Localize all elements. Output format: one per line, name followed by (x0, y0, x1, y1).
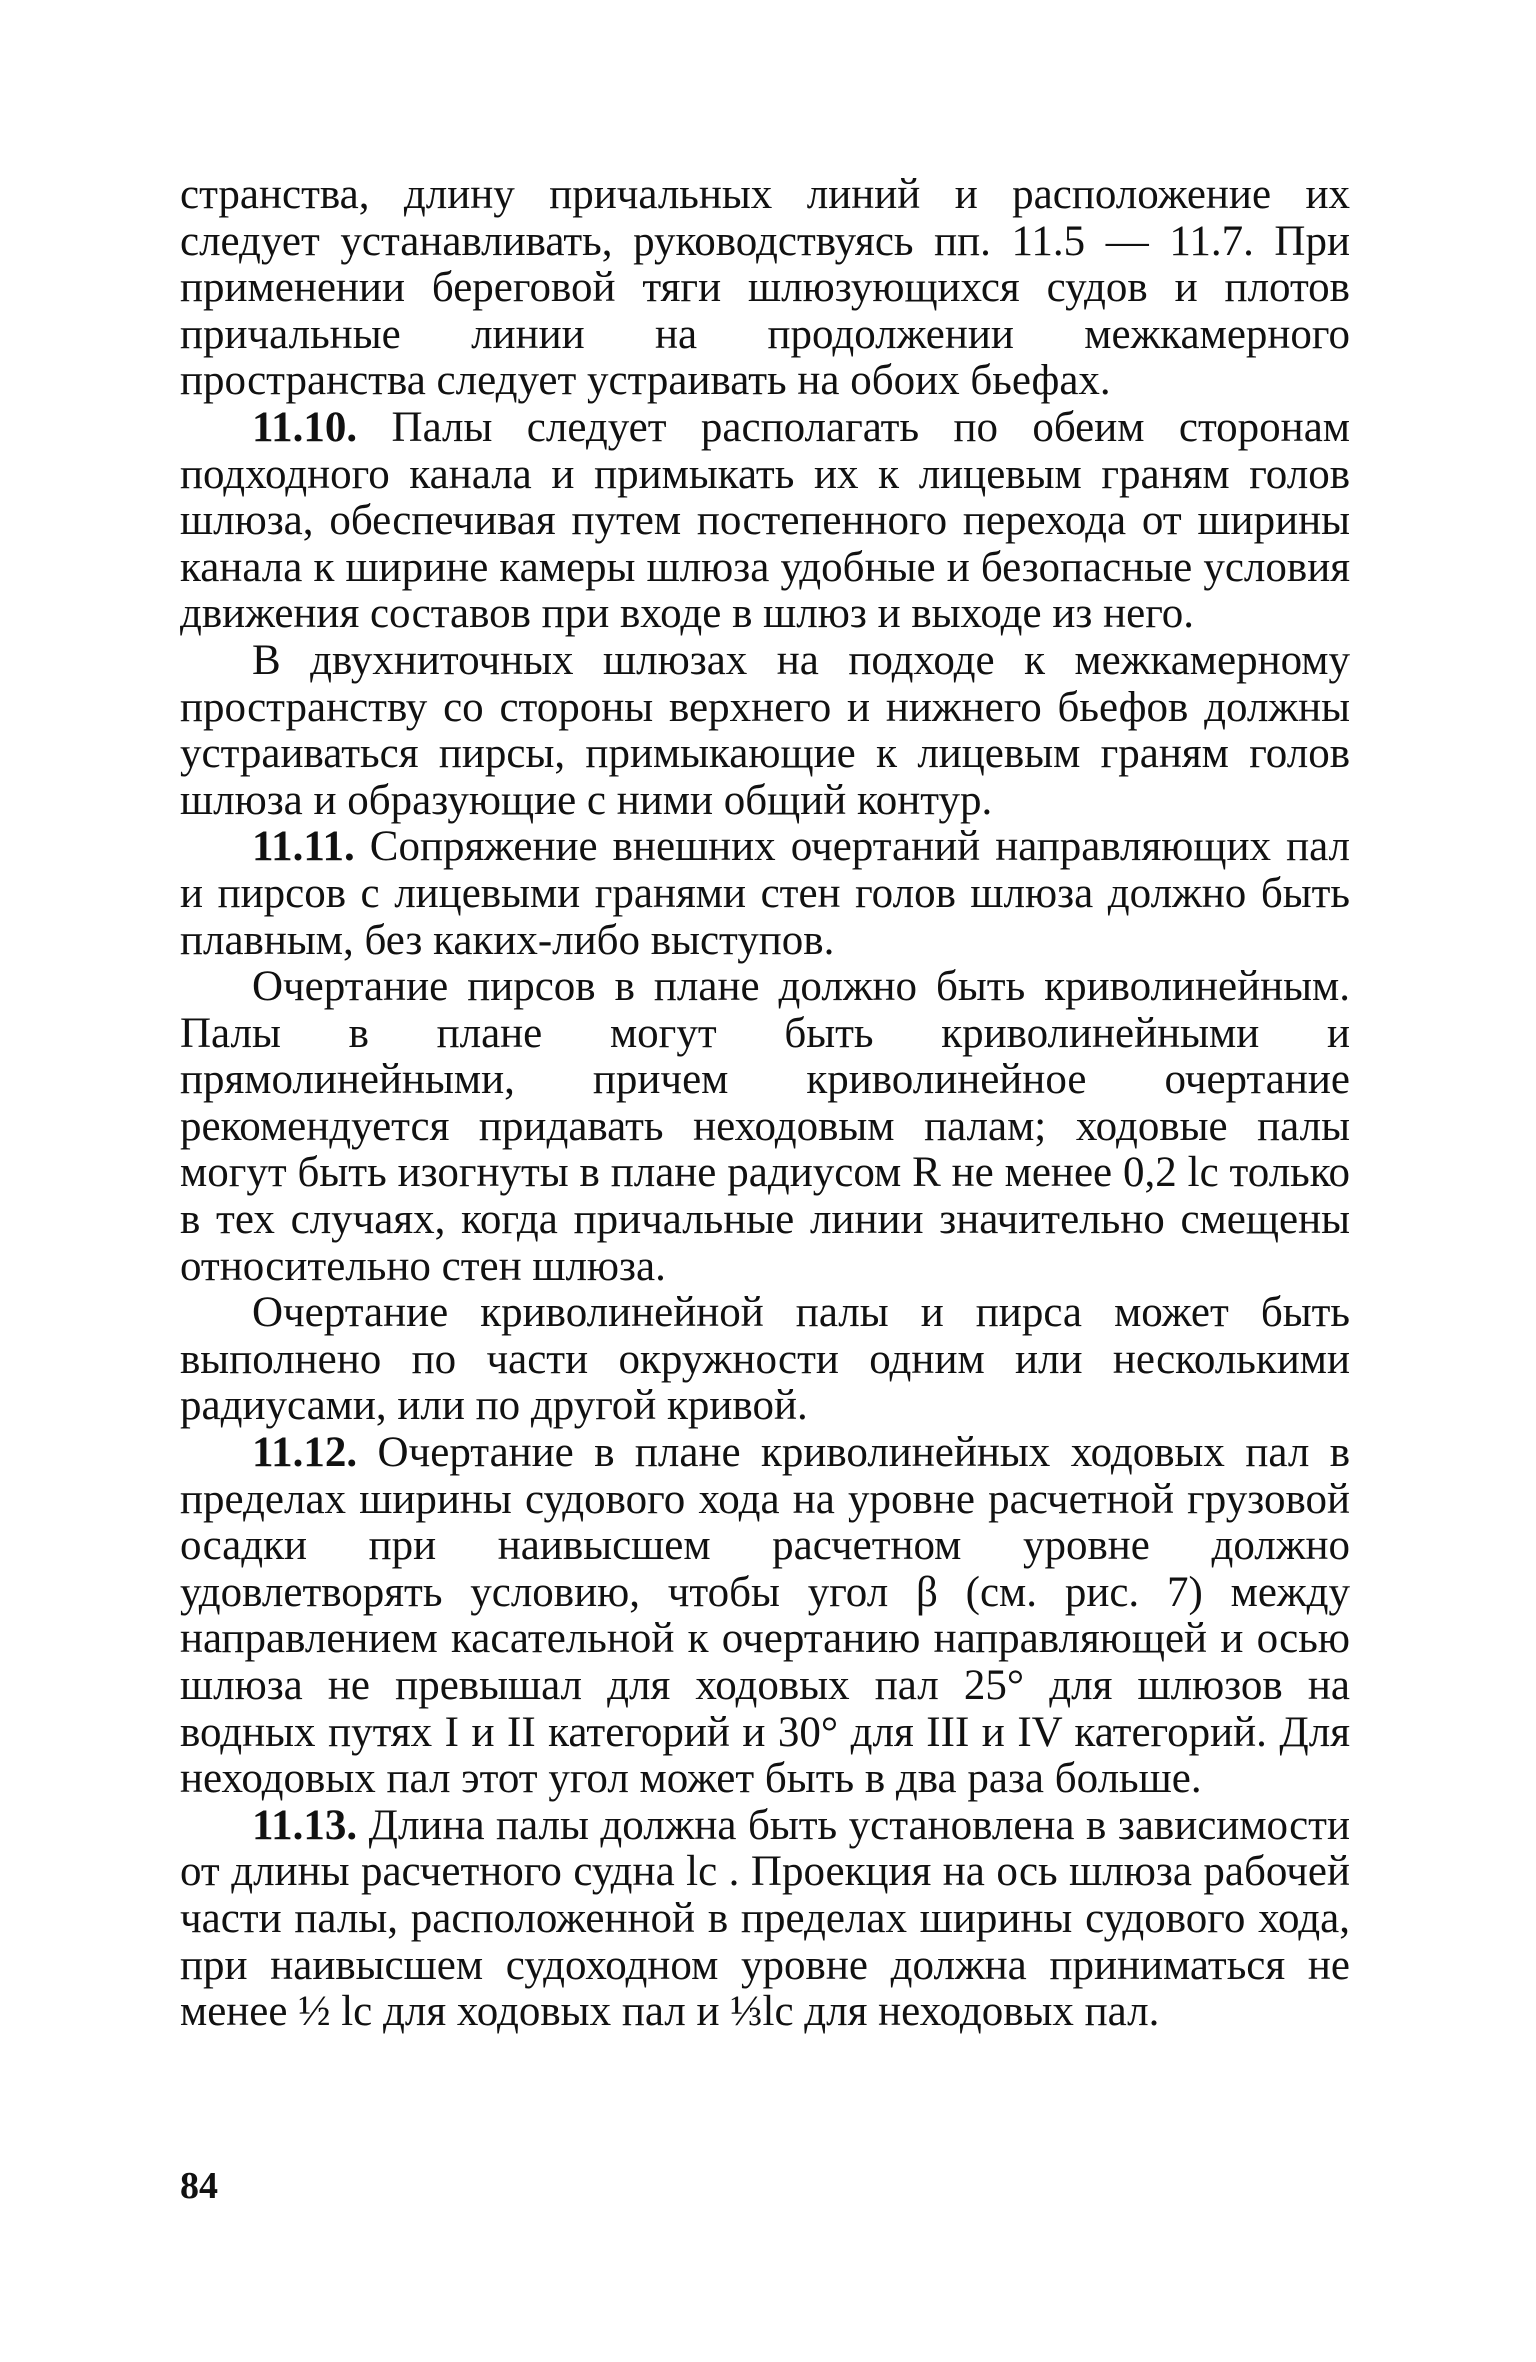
paragraph-11-10 (180, 405, 1350, 638)
paragraph-5 (180, 964, 1350, 1290)
paragraph-1 (180, 172, 1350, 405)
paragraph-text: Очертание криволинейной палы и пирса может быть выполнено по части окружности одним или несколькими радиусами, или по другой кривой. (180, 1289, 1350, 1430)
document-page (180, 172, 1350, 2036)
paragraph-text: Длина палы должна быть установлена в зависимости от длины расчетного судна lс . Проекция на ось шлюза рабочей части палы, расположенной в пределах ширины судового хода, при наивысшем судоходном уровне должна приниматься не менее ½ lс для ходовых пал и ⅓lс для неходовых пал. (180, 1801, 1350, 2036)
paragraph-11-12 (180, 1430, 1350, 1803)
clause-number: 11.12. (252, 1429, 358, 1477)
paragraph-text: Очертание пирсов в плане должно быть криволинейным. Палы в плане могут быть криволинейными и прямолинейными, причем криволинейное очертание рекомендуется придавать неходовым палам; ходовые палы могут быть изогнуты в плане радиусом R не менее 0,2 lс только в тех случаях, когда причальные линии значительно смещены относительно стен шлюза. (180, 963, 1350, 1290)
paragraph-11-11 (180, 824, 1350, 964)
clause-number: 11.13. (252, 1801, 358, 1849)
paragraph-text: Очертание в плане криволинейных ходовых пал в пределах ширины судового хода на уровне расчетной грузовой осадки при наивысшем расчетном уровне должно удовлетворять условию, чтобы угол β (см. рис. 7) между направлением касательной к очертанию направляющей и осью шлюза не превышал для ходовых пал 25° для шлюзов на водных путях I и II категорий и 30° для III и IV категорий. Для неходовых пал этот угол может быть в два раза больше. (180, 1429, 1350, 1803)
paragraph-text: В двухниточных шлюзах на подходе к межкамерному пространству со стороны верхнего и нижнего бьефов должны устраиваться пирсы, примыкающие к лицевым граням голов шлюза и образующие с ними общий контур. (180, 636, 1350, 824)
paragraph-3 (180, 638, 1350, 824)
paragraph-text: странства, длину причальных линий и расположение их следует устанавливать, руководствуясь пп. 11.5 — 11.7. При применении береговой тяги шлюзующихся судов и плотов причальные линии на продолжении межкамерного пространства следует устраивать на обоих бьефах. (180, 171, 1350, 405)
clause-number: 11.10. (252, 403, 358, 451)
paragraph-text: Сопряжение внешних очертаний направляющих пал и пирсов с лицевыми гранями стен голов шлюза должно быть плавным, без каких-либо выступов. (180, 823, 1350, 964)
paragraph-6 (180, 1290, 1350, 1430)
paragraph-11-13 (180, 1803, 1350, 2036)
page-number: 84 (180, 2165, 218, 2207)
paragraph-text: Палы следует располагать по обеим сторонам подходного канала и примыкать их к лицевым граням голов шлюза, обеспечивая путем постепенного перехода от ширины канала к ширине камеры шлюза удобные и безопасные условия движения составов при входе в шлюз и выходе из него. (180, 403, 1350, 638)
clause-number: 11.11. (252, 823, 355, 871)
